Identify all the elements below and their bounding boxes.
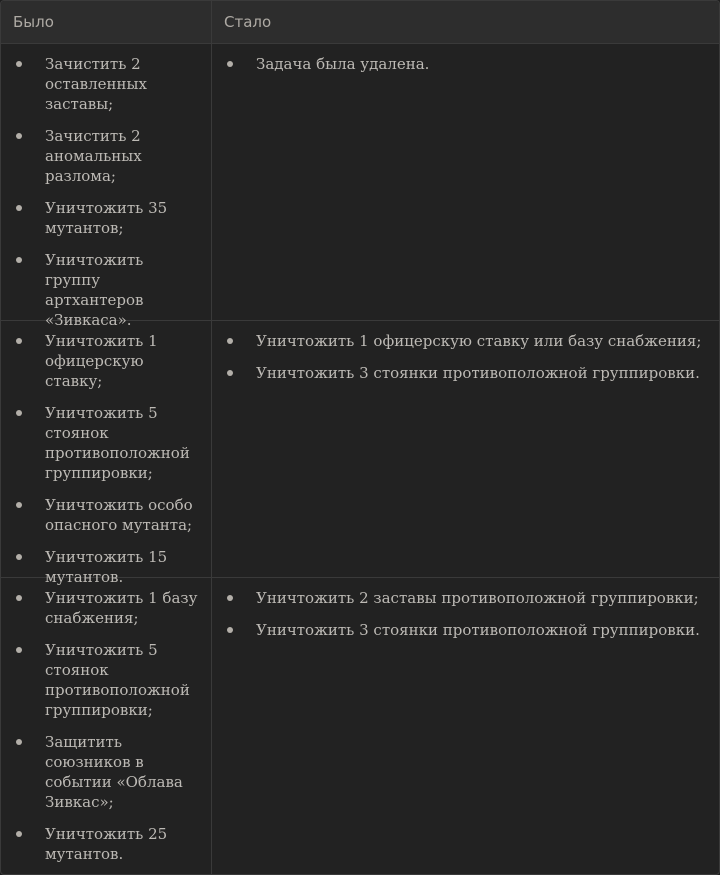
table-row bbox=[1, 578, 719, 875]
list-item: Уничтожить 25 мутантов. bbox=[1, 824, 211, 864]
list-item: Уничтожить 3 стоянки противоположной группировки. bbox=[212, 620, 719, 640]
after-list bbox=[212, 588, 719, 640]
cell-after bbox=[212, 321, 719, 577]
list-item: Зачистить 2 оставленных заставы; bbox=[1, 54, 211, 114]
before-list bbox=[1, 54, 211, 330]
table-row bbox=[1, 321, 719, 586]
list-item: Уничтожить группу артхантеров «Зивкаса». bbox=[1, 250, 211, 330]
table-row bbox=[1, 44, 719, 329]
header-after: Стало bbox=[224, 13, 272, 31]
list-item: Зачистить 2 аномальных разлома; bbox=[1, 126, 211, 186]
before-list bbox=[1, 331, 211, 587]
list-item: Защитить союзников в событии «Облава Зивкас»; bbox=[1, 732, 211, 812]
list-item: Уничтожить 35 мутантов; bbox=[1, 198, 211, 238]
list-item: Уничтожить 5 стоянок противоположной группировки; bbox=[1, 640, 211, 720]
list-item: Уничтожить 1 базу снабжения; bbox=[1, 588, 211, 628]
list-item: Уничтожить 5 стоянок противоположной группировки; bbox=[1, 403, 211, 483]
list-item: Уничтожить 1 офицерскую ставку или базу снабжения; bbox=[212, 331, 719, 351]
list-item: Уничтожить 1 офицерскую ставку; bbox=[1, 331, 211, 391]
list-item: Задача была удалена. bbox=[212, 54, 719, 74]
header-before: Было bbox=[1, 1, 212, 43]
cell-before bbox=[1, 321, 212, 586]
list-item: Уничтожить особо опасного мутанта; bbox=[1, 495, 211, 535]
after-list bbox=[212, 331, 719, 383]
cell-before bbox=[1, 578, 212, 875]
after-list bbox=[212, 54, 719, 74]
list-item: Уничтожить 15 мутантов. bbox=[1, 547, 211, 587]
table-header bbox=[1, 1, 719, 44]
list-item: Уничтожить 2 заставы противоположной группировки; bbox=[212, 588, 719, 608]
cell-after bbox=[212, 44, 719, 320]
cell-after bbox=[212, 578, 719, 875]
before-list bbox=[1, 588, 211, 864]
list-item: Уничтожить 3 стоянки противоположной группировки. bbox=[212, 363, 719, 383]
cell-before bbox=[1, 44, 212, 329]
